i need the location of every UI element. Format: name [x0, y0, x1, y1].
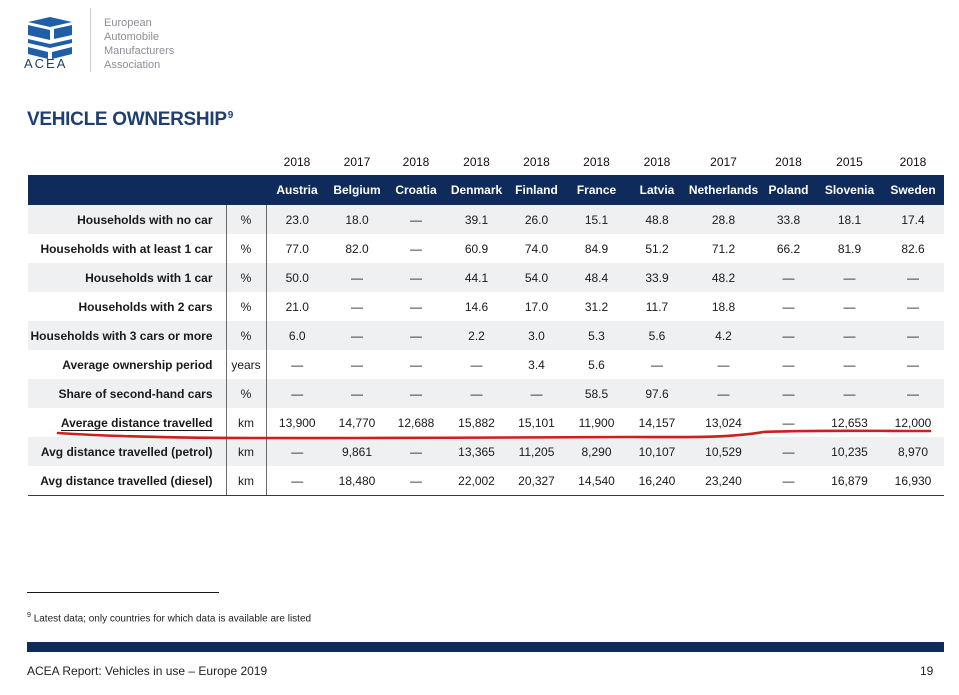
data-cell: — [882, 292, 944, 321]
row-label [28, 408, 226, 437]
year-cell: 2018 [583, 154, 610, 169]
data-cell: — [760, 321, 817, 350]
data-cell: — [760, 437, 817, 466]
year-header-blank [28, 148, 226, 175]
data-cell: — [266, 466, 328, 496]
data-cell: — [507, 379, 566, 408]
data-cell: 23.0 [266, 205, 328, 234]
data-cell: 2.2 [446, 321, 507, 350]
country-header: Slovenia [817, 175, 882, 205]
year-cell: 2018 [463, 154, 490, 169]
row-label [28, 466, 226, 496]
data-cell: 5.6 [627, 321, 687, 350]
year-cell: 2017 [343, 154, 371, 169]
data-cell: — [817, 263, 882, 292]
data-cell: 58.5 [566, 379, 627, 408]
data-cell: 10,107 [627, 437, 687, 466]
data-cell: 31.2 [566, 292, 627, 321]
org-line: Automobile [104, 31, 160, 43]
data-cell: — [760, 350, 817, 379]
row-unit: % [226, 263, 266, 292]
data-cell: 11.7 [627, 292, 687, 321]
data-cell: 14.6 [446, 292, 507, 321]
data-cell: 39.1 [446, 205, 507, 234]
organization-name [104, 16, 174, 72]
year-row [28, 148, 944, 175]
data-cell: — [760, 263, 817, 292]
unit-header-blank [226, 175, 266, 205]
data-cell: — [386, 292, 446, 321]
row-label-text: Households with 3 cars or more [30, 328, 213, 343]
data-cell: — [817, 321, 882, 350]
row-unit: % [226, 379, 266, 408]
year-cell: 2018 [523, 154, 550, 169]
data-cell: 21.0 [266, 292, 328, 321]
row-unit: % [226, 234, 266, 263]
data-cell: 3.0 [507, 321, 566, 350]
country-header: Latvia [627, 175, 687, 205]
data-cell: — [328, 379, 386, 408]
data-cell: — [266, 379, 328, 408]
data-cell: 17.0 [507, 292, 566, 321]
data-cell: 82.0 [328, 234, 386, 263]
footnote-rule [27, 592, 219, 593]
data-cell: 18.8 [687, 292, 760, 321]
row-label-text: Households with 2 cars [78, 299, 213, 314]
row-label-text: Avg distance travelled (diesel) [40, 473, 213, 488]
country-header: Netherlands [687, 175, 760, 205]
data-cell: 14,157 [627, 408, 687, 437]
data-cell: 77.0 [266, 234, 328, 263]
data-cell: — [266, 350, 328, 379]
table-row [28, 379, 944, 408]
footnote [27, 612, 311, 624]
table-row [28, 263, 944, 292]
row-label-text: Households with no car [77, 212, 213, 227]
data-cell: 3.4 [507, 350, 566, 379]
country-header: Poland [760, 175, 817, 205]
data-cell: 48.4 [566, 263, 627, 292]
data-cell: — [817, 292, 882, 321]
data-cell: 10,235 [817, 437, 882, 466]
footer-report-title: ACEA Report: Vehicles in use – Europe 2019 [27, 664, 268, 678]
data-cell: 16,240 [627, 466, 687, 496]
data-cell: — [386, 263, 446, 292]
footnote-text: Latest data; only countries for which data is available are listed [33, 613, 312, 625]
data-cell: 28.8 [687, 205, 760, 234]
data-cell: — [760, 379, 817, 408]
country-header-blank [28, 175, 226, 205]
data-cell: 11,205 [507, 437, 566, 466]
data-cell: — [386, 379, 446, 408]
data-cell: 10,529 [687, 437, 760, 466]
org-line: European [104, 17, 152, 29]
data-cell: — [386, 321, 446, 350]
country-header: Denmark [446, 175, 507, 205]
row-label-text: Average distance travelled [60, 415, 213, 430]
data-cell: 15,101 [507, 408, 566, 437]
data-cell: — [760, 466, 817, 496]
data-cell: — [627, 350, 687, 379]
data-cell: 12,000 [882, 408, 944, 437]
page-title [27, 109, 233, 131]
row-label [28, 292, 226, 321]
data-cell: 33.8 [760, 205, 817, 234]
data-cell: — [446, 379, 507, 408]
data-cell: — [882, 350, 944, 379]
org-line: Manufacturers [104, 45, 175, 57]
data-cell: 14,540 [566, 466, 627, 496]
data-cell: — [760, 292, 817, 321]
data-cell: — [882, 321, 944, 350]
row-label [28, 263, 226, 292]
row-label [28, 234, 226, 263]
data-cell: 17.4 [882, 205, 944, 234]
vehicle-ownership-table [28, 148, 944, 496]
data-cell: 4.2 [687, 321, 760, 350]
country-header: Austria [266, 175, 328, 205]
data-cell: 66.2 [760, 234, 817, 263]
year-cell: 2017 [710, 154, 737, 169]
year-cell: 2018 [283, 154, 311, 169]
data-cell: 12,688 [386, 408, 446, 437]
data-cell: 6.0 [266, 321, 328, 350]
data-cell: 84.9 [566, 234, 627, 263]
country-header: Finland [507, 175, 566, 205]
data-cell: 8,970 [882, 437, 944, 466]
data-cell: 15,882 [446, 408, 507, 437]
year-cell: 2015 [836, 154, 863, 169]
data-cell: 18.0 [328, 205, 386, 234]
data-cell: 13,900 [266, 408, 328, 437]
data-cell: 74.0 [507, 234, 566, 263]
row-label [28, 205, 226, 234]
row-label [28, 321, 226, 350]
data-cell: 13,365 [446, 437, 507, 466]
data-cell: 15.1 [566, 205, 627, 234]
data-cell: 22,002 [446, 466, 507, 496]
title-footnote-ref: 9 [227, 110, 233, 121]
data-cell: 33.9 [627, 263, 687, 292]
country-header: Belgium [328, 175, 386, 205]
data-cell: 71.2 [687, 234, 760, 263]
row-unit: km [226, 466, 266, 496]
data-cell: — [817, 350, 882, 379]
logo-wordmark: ACEA [24, 56, 68, 71]
year-header-blank [226, 148, 266, 175]
data-cell: 97.6 [627, 379, 687, 408]
data-cell: 54.0 [507, 263, 566, 292]
year-cell: 2018 [402, 154, 430, 169]
footnote-ref: 9 [27, 612, 31, 619]
data-cell: — [882, 379, 944, 408]
page-number: 19 [920, 664, 934, 678]
table-body [28, 205, 944, 496]
row-unit: % [226, 321, 266, 350]
data-cell: 48.2 [687, 263, 760, 292]
data-cell: 44.1 [446, 263, 507, 292]
table-row [28, 205, 944, 234]
data-cell: 11,900 [566, 408, 627, 437]
row-label-text: Households with at least 1 car [40, 241, 213, 256]
data-cell: 60.9 [446, 234, 507, 263]
table-row [28, 408, 944, 437]
data-cell: — [687, 379, 760, 408]
footer-bar [27, 642, 944, 652]
data-cell: 51.2 [627, 234, 687, 263]
table-row [28, 466, 944, 496]
data-cell: — [446, 350, 507, 379]
data-cell: — [328, 350, 386, 379]
row-label-text: Households with 1 car [85, 270, 213, 285]
data-cell: — [386, 205, 446, 234]
data-cell: — [328, 321, 386, 350]
data-cell: 14,770 [328, 408, 386, 437]
vehicle-ownership-table-container [28, 148, 944, 496]
data-cell: — [386, 350, 446, 379]
data-cell: 18.1 [817, 205, 882, 234]
row-unit: % [226, 292, 266, 321]
data-cell: 23,240 [687, 466, 760, 496]
row-label-text: Avg distance travelled (petrol) [40, 444, 213, 459]
row-label-text: Average ownership period [62, 357, 213, 372]
data-cell: 5.6 [566, 350, 627, 379]
data-cell: 13,024 [687, 408, 760, 437]
header-divider [90, 8, 91, 72]
country-header-row [28, 175, 944, 205]
data-cell: 16,930 [882, 466, 944, 496]
table-row [28, 350, 944, 379]
row-label [28, 379, 226, 408]
year-cell: 2018 [775, 154, 802, 169]
data-cell: 9,861 [328, 437, 386, 466]
row-label [28, 350, 226, 379]
data-cell: 50.0 [266, 263, 328, 292]
data-cell: 12,653 [817, 408, 882, 437]
data-cell: — [386, 437, 446, 466]
data-cell: 18,480 [328, 466, 386, 496]
data-cell: — [817, 379, 882, 408]
row-unit: years [226, 350, 266, 379]
data-cell: 20,327 [507, 466, 566, 496]
data-cell: — [328, 292, 386, 321]
row-label [28, 437, 226, 466]
data-cell: — [760, 408, 817, 437]
country-header: Sweden [882, 175, 944, 205]
table-row [28, 437, 944, 466]
data-cell: 16,879 [817, 466, 882, 496]
year-cell: 2018 [899, 154, 927, 169]
country-header: Croatia [386, 175, 446, 205]
year-cell: 2018 [643, 154, 671, 169]
data-cell: 81.9 [817, 234, 882, 263]
country-header: France [566, 175, 627, 205]
data-cell: — [882, 263, 944, 292]
data-cell: 26.0 [507, 205, 566, 234]
row-unit: km [226, 408, 266, 437]
data-cell: — [386, 466, 446, 496]
table-row [28, 234, 944, 263]
row-label-text: Share of second-hand cars [58, 386, 213, 401]
data-cell: — [328, 263, 386, 292]
data-cell: — [687, 350, 760, 379]
org-line: Association [104, 59, 161, 71]
data-cell: 48.8 [627, 205, 687, 234]
row-unit: % [226, 205, 266, 234]
data-cell: — [386, 234, 446, 263]
data-cell: 82.6 [882, 234, 944, 263]
data-cell: 8,290 [566, 437, 627, 466]
data-cell: — [266, 437, 328, 466]
table-row [28, 321, 944, 350]
table-row [28, 292, 944, 321]
row-unit: km [226, 437, 266, 466]
data-cell: 5.3 [566, 321, 627, 350]
page-title-text: VEHICLE OWNERSHIP [27, 109, 227, 130]
